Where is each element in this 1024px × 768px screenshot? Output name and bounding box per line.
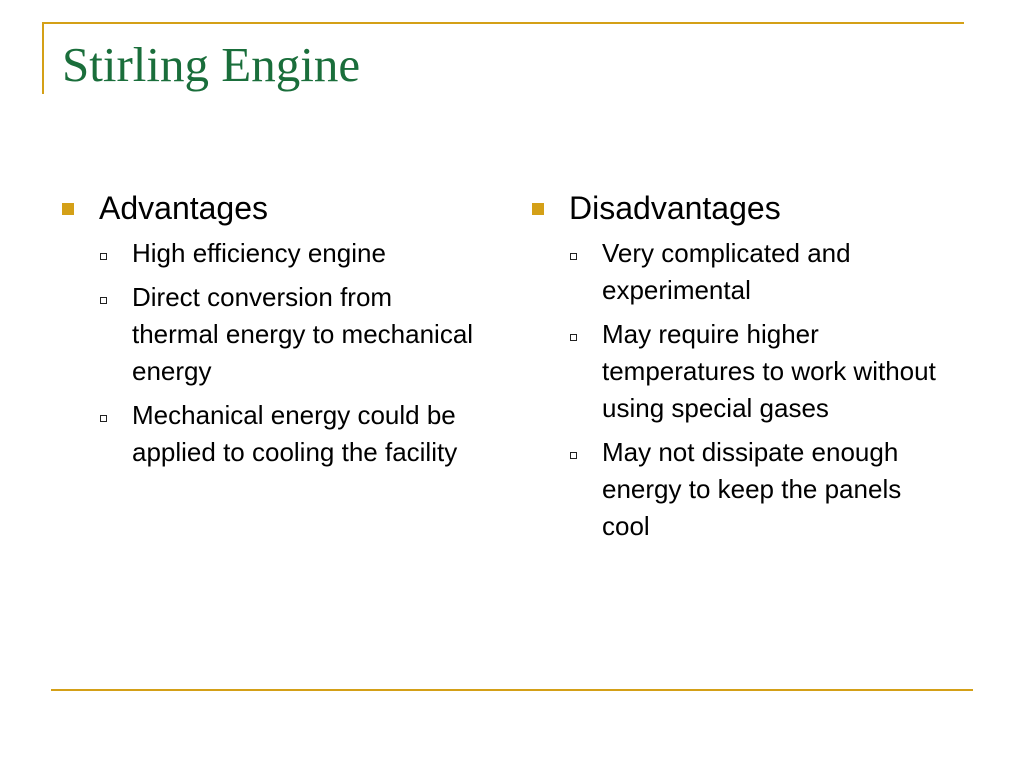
hollow-square-bullet-icon: [570, 334, 577, 341]
list-item: [570, 316, 952, 427]
disadvantages-list: [532, 235, 952, 545]
advantages-heading: Advantages: [99, 190, 269, 226]
list-item: [100, 397, 482, 471]
frame-top-line: [42, 22, 964, 24]
frame-bottom-line: [51, 689, 973, 691]
frame-left-line: [42, 22, 44, 94]
hollow-square-bullet-icon: [570, 452, 577, 459]
list-item: [570, 434, 952, 545]
list-item: [570, 235, 952, 309]
square-bullet-icon: [62, 203, 74, 215]
list-item-text: Direct conversion from thermal energy to mechanical energy: [132, 282, 474, 386]
hollow-square-bullet-icon: [100, 297, 107, 304]
list-item-text: May not dissipate enough energy to keep the panels cool: [602, 437, 902, 541]
disadvantages-heading: Disadvantages: [569, 190, 781, 226]
disadvantages-heading-item: [532, 189, 952, 227]
disadvantages-column: [532, 189, 952, 552]
advantages-column: [62, 189, 482, 478]
list-item-text: May require higher temperatures to work without using special gases: [602, 319, 936, 423]
list-item-text: Mechanical energy could be applied to cooling the facility: [132, 400, 458, 467]
list-item-text: High efficiency engine: [132, 238, 386, 268]
list-item: [100, 235, 482, 272]
list-item: [100, 279, 482, 390]
slide-title: Stirling Engine: [62, 37, 361, 92]
hollow-square-bullet-icon: [100, 415, 107, 422]
list-item-text: Very complicated and experimental: [602, 238, 851, 305]
hollow-square-bullet-icon: [570, 253, 577, 260]
advantages-list: [62, 235, 482, 471]
square-bullet-icon: [532, 203, 544, 215]
hollow-square-bullet-icon: [100, 253, 107, 260]
advantages-heading-item: [62, 189, 482, 227]
